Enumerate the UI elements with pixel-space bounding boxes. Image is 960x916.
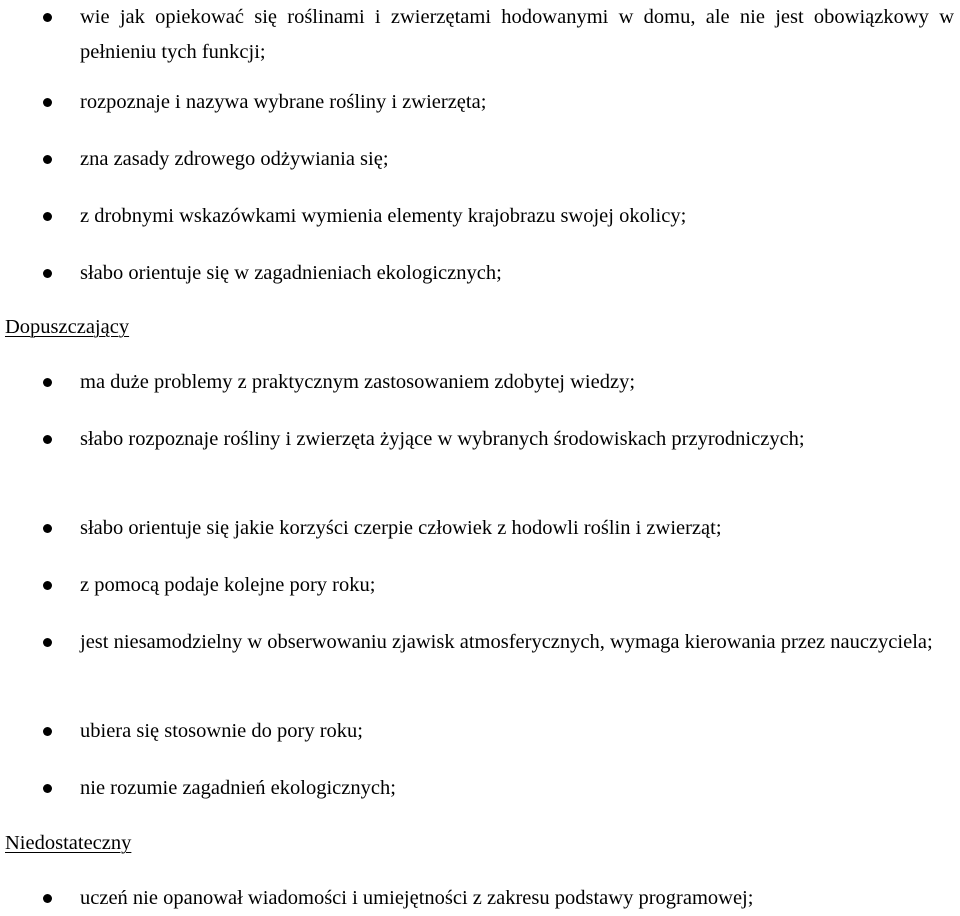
bullet-icon <box>43 378 52 387</box>
bullet-icon <box>43 727 52 736</box>
list-item <box>80 422 954 457</box>
list-item-text: słabo orientuje się w zagadnieniach ekologicznych; <box>80 262 502 284</box>
bullet-icon <box>43 638 52 647</box>
bullet-icon <box>43 13 52 22</box>
bullet-icon <box>43 894 52 903</box>
list-item-text: ubiera się stosownie do pory roku; <box>80 720 363 742</box>
bullet-icon <box>43 435 52 444</box>
bullet-icon <box>43 269 52 278</box>
list-item-text: słabo rozpoznaje rośliny i zwierzęta żyjące w wybranych środowiskach przyrodniczych; <box>80 428 805 450</box>
list-item <box>80 511 954 546</box>
list-item-text: z pomocą podaje kolejne pory roku; <box>80 574 376 596</box>
list-item <box>80 625 954 660</box>
list-item-text: wie jak opiekować się roślinami i zwierzętami hodowanymi w domu, ale nie jest obowiązkowy w pełnieniu tych funkcji; <box>80 6 954 63</box>
list-item <box>80 568 954 603</box>
bullet-icon <box>43 581 52 590</box>
bullet-icon <box>43 524 52 533</box>
list-item <box>80 881 954 916</box>
section-heading-niedostateczny: Niedostateczny <box>5 832 132 854</box>
list-item-text: z drobnymi wskazówkami wymienia elementy krajobrazu swojej okolicy; <box>80 205 687 227</box>
bullet-icon <box>43 784 52 793</box>
list-item <box>80 256 954 291</box>
list-item <box>80 142 954 177</box>
bullet-icon <box>43 212 52 221</box>
list-item <box>80 85 954 120</box>
list-item <box>80 365 954 400</box>
list-item-text: uczeń nie opanował wiadomości i umiejętności z zakresu podstawy programowej; <box>80 887 754 909</box>
list-item-text: rozpoznaje i nazywa wybrane rośliny i zwierzęta; <box>80 91 487 113</box>
list-item-text: ma duże problemy z praktycznym zastosowaniem zdobytej wiedzy; <box>80 371 636 393</box>
list-item-text: jest niesamodzielny w obserwowaniu zjawisk atmosferycznych, wymaga kierowania przez nauczyciela; <box>80 631 933 653</box>
list-item <box>80 0 954 70</box>
list-item <box>80 199 954 234</box>
section-heading-dopuszczajacy: Dopuszczający <box>5 316 130 338</box>
list-item-text: zna zasady zdrowego odżywiania się; <box>80 148 389 170</box>
list-item <box>80 714 954 749</box>
bullet-icon <box>43 98 52 107</box>
list-item-text: nie rozumie zagadnień ekologicznych; <box>80 777 396 799</box>
list-item <box>80 771 954 806</box>
bullet-icon <box>43 155 52 164</box>
list-item-text: słabo orientuje się jakie korzyści czerpie człowiek z hodowli roślin i zwierząt; <box>80 517 722 539</box>
